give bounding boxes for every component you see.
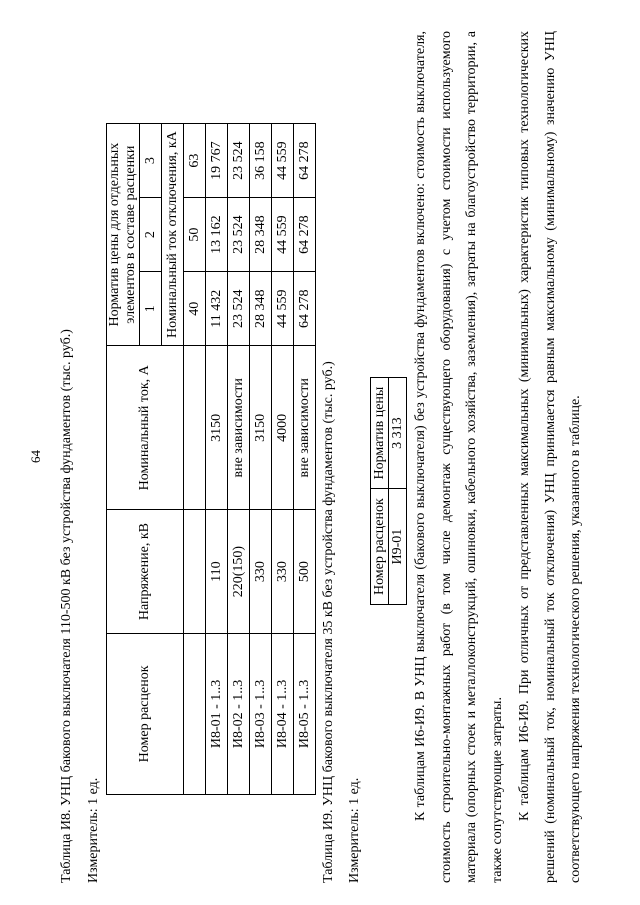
cell-v3: 64 278 (294, 124, 316, 198)
paragraph-1-text: К таблицам И6-И9. В УНЦ выключателя (бакового выключателя) без устройства фундаментов включено: стоимость выключателя, стоимость строительно-монтажных работ (в том числе демонтаж существующего оборудования) с учетом стоимости используемого материала (опорных стоек и металлоконструкций, ошиновки, кабельного хозяйства, заземления), затраты на благоустройство территории, а также сопутствующие затраты. (413, 31, 505, 883)
cell-v2: 13 162 (206, 198, 228, 272)
cell-v1: 64 278 (294, 272, 316, 346)
table-row (294, 124, 316, 795)
th-bk-40: 40 (184, 272, 206, 346)
th-current: Номинальный ток, А (107, 346, 184, 510)
th-empty (184, 510, 206, 633)
cell-number: И8-05 - 1..3 (294, 633, 316, 794)
cell-voltage: 220(150) (228, 510, 250, 633)
paragraph-1 (408, 31, 510, 883)
table-row (272, 124, 294, 795)
cell-v1: 28 348 (250, 272, 272, 346)
table-row (206, 124, 228, 795)
cell-v1: 11 432 (206, 272, 228, 346)
th-number: Номер расценок (107, 633, 184, 794)
th-empty (184, 346, 206, 510)
cell-number: И8-01 - 1..3 (206, 633, 228, 794)
cell-v2: 44 559 (272, 198, 294, 272)
th-norm: Норматив цены (371, 378, 389, 489)
table9 (370, 377, 407, 605)
table-row (228, 124, 250, 795)
cell-current: 3150 (206, 346, 228, 510)
cell-voltage: 110 (206, 510, 228, 633)
table9-caption: Таблица И9. УНЦ бакового выключателя 35 кВ без устройства фундаментов (тыс. руб.) (321, 361, 336, 883)
th-empty (184, 633, 206, 794)
cell-v3: 19 767 (206, 124, 228, 198)
table9-measure: Измеритель: 1 ед. (347, 777, 362, 883)
cell-current: вне зависимости (294, 346, 316, 510)
cell-current: 4000 (272, 346, 294, 510)
cell-voltage: 330 (250, 510, 272, 633)
paragraph-2-text: К таблицам И6-И9. При отличных от представленных максимальных (минимальных) характеристик типовых технологических решений (номинальный ток, номинальный ток отключения) УНЦ принимается равным максимальному (минимальному) значению УНЦ соответствующего напряжения технологического решения, указанного в таблице. (517, 31, 584, 883)
th-voltage: Напряжение, кВ (107, 510, 184, 633)
cell-current: вне зависимости (228, 346, 250, 510)
page-number: 64 (28, 450, 43, 463)
cell-number: И9-01 (389, 489, 407, 605)
th-norm: Норматив цены для отдельных элементов в составе расценки (107, 124, 140, 346)
th-bk-63: 63 (184, 124, 206, 198)
cell-norm: 3 313 (389, 378, 407, 489)
table8-caption: Таблица И8. УНЦ бакового выключателя 110-500 кВ без устройства фундаментов (тыс. руб.) (59, 329, 74, 883)
th-breaking: Номинальный ток отключения, кА (162, 124, 184, 346)
cell-v1: 44 559 (272, 272, 294, 346)
table-row (250, 124, 272, 795)
th-bk-50: 50 (184, 198, 206, 272)
cell-number: И8-03 - 1..3 (250, 633, 272, 794)
cell-v2: 64 278 (294, 198, 316, 272)
cell-v3: 44 559 (272, 124, 294, 198)
cell-voltage: 330 (272, 510, 294, 633)
cell-voltage: 500 (294, 510, 316, 633)
th-number: Номер расценок (371, 489, 389, 605)
cell-v3: 23 524 (228, 124, 250, 198)
table8-measure: Измеритель: 1 ед. (86, 777, 101, 883)
cell-v1: 23 524 (228, 272, 250, 346)
th-col-3: 3 (140, 124, 162, 198)
th-col-2: 2 (140, 198, 162, 272)
table8 (106, 123, 316, 795)
th-col-1: 1 (140, 272, 162, 346)
table-row (389, 378, 407, 605)
cell-number: И8-02 - 1..3 (228, 633, 250, 794)
cell-current: 3150 (250, 346, 272, 510)
cell-number: И8-04 - 1..3 (272, 633, 294, 794)
paragraph-2 (512, 31, 589, 883)
cell-v2: 28 348 (250, 198, 272, 272)
cell-v2: 23 524 (228, 198, 250, 272)
cell-v3: 36 158 (250, 124, 272, 198)
